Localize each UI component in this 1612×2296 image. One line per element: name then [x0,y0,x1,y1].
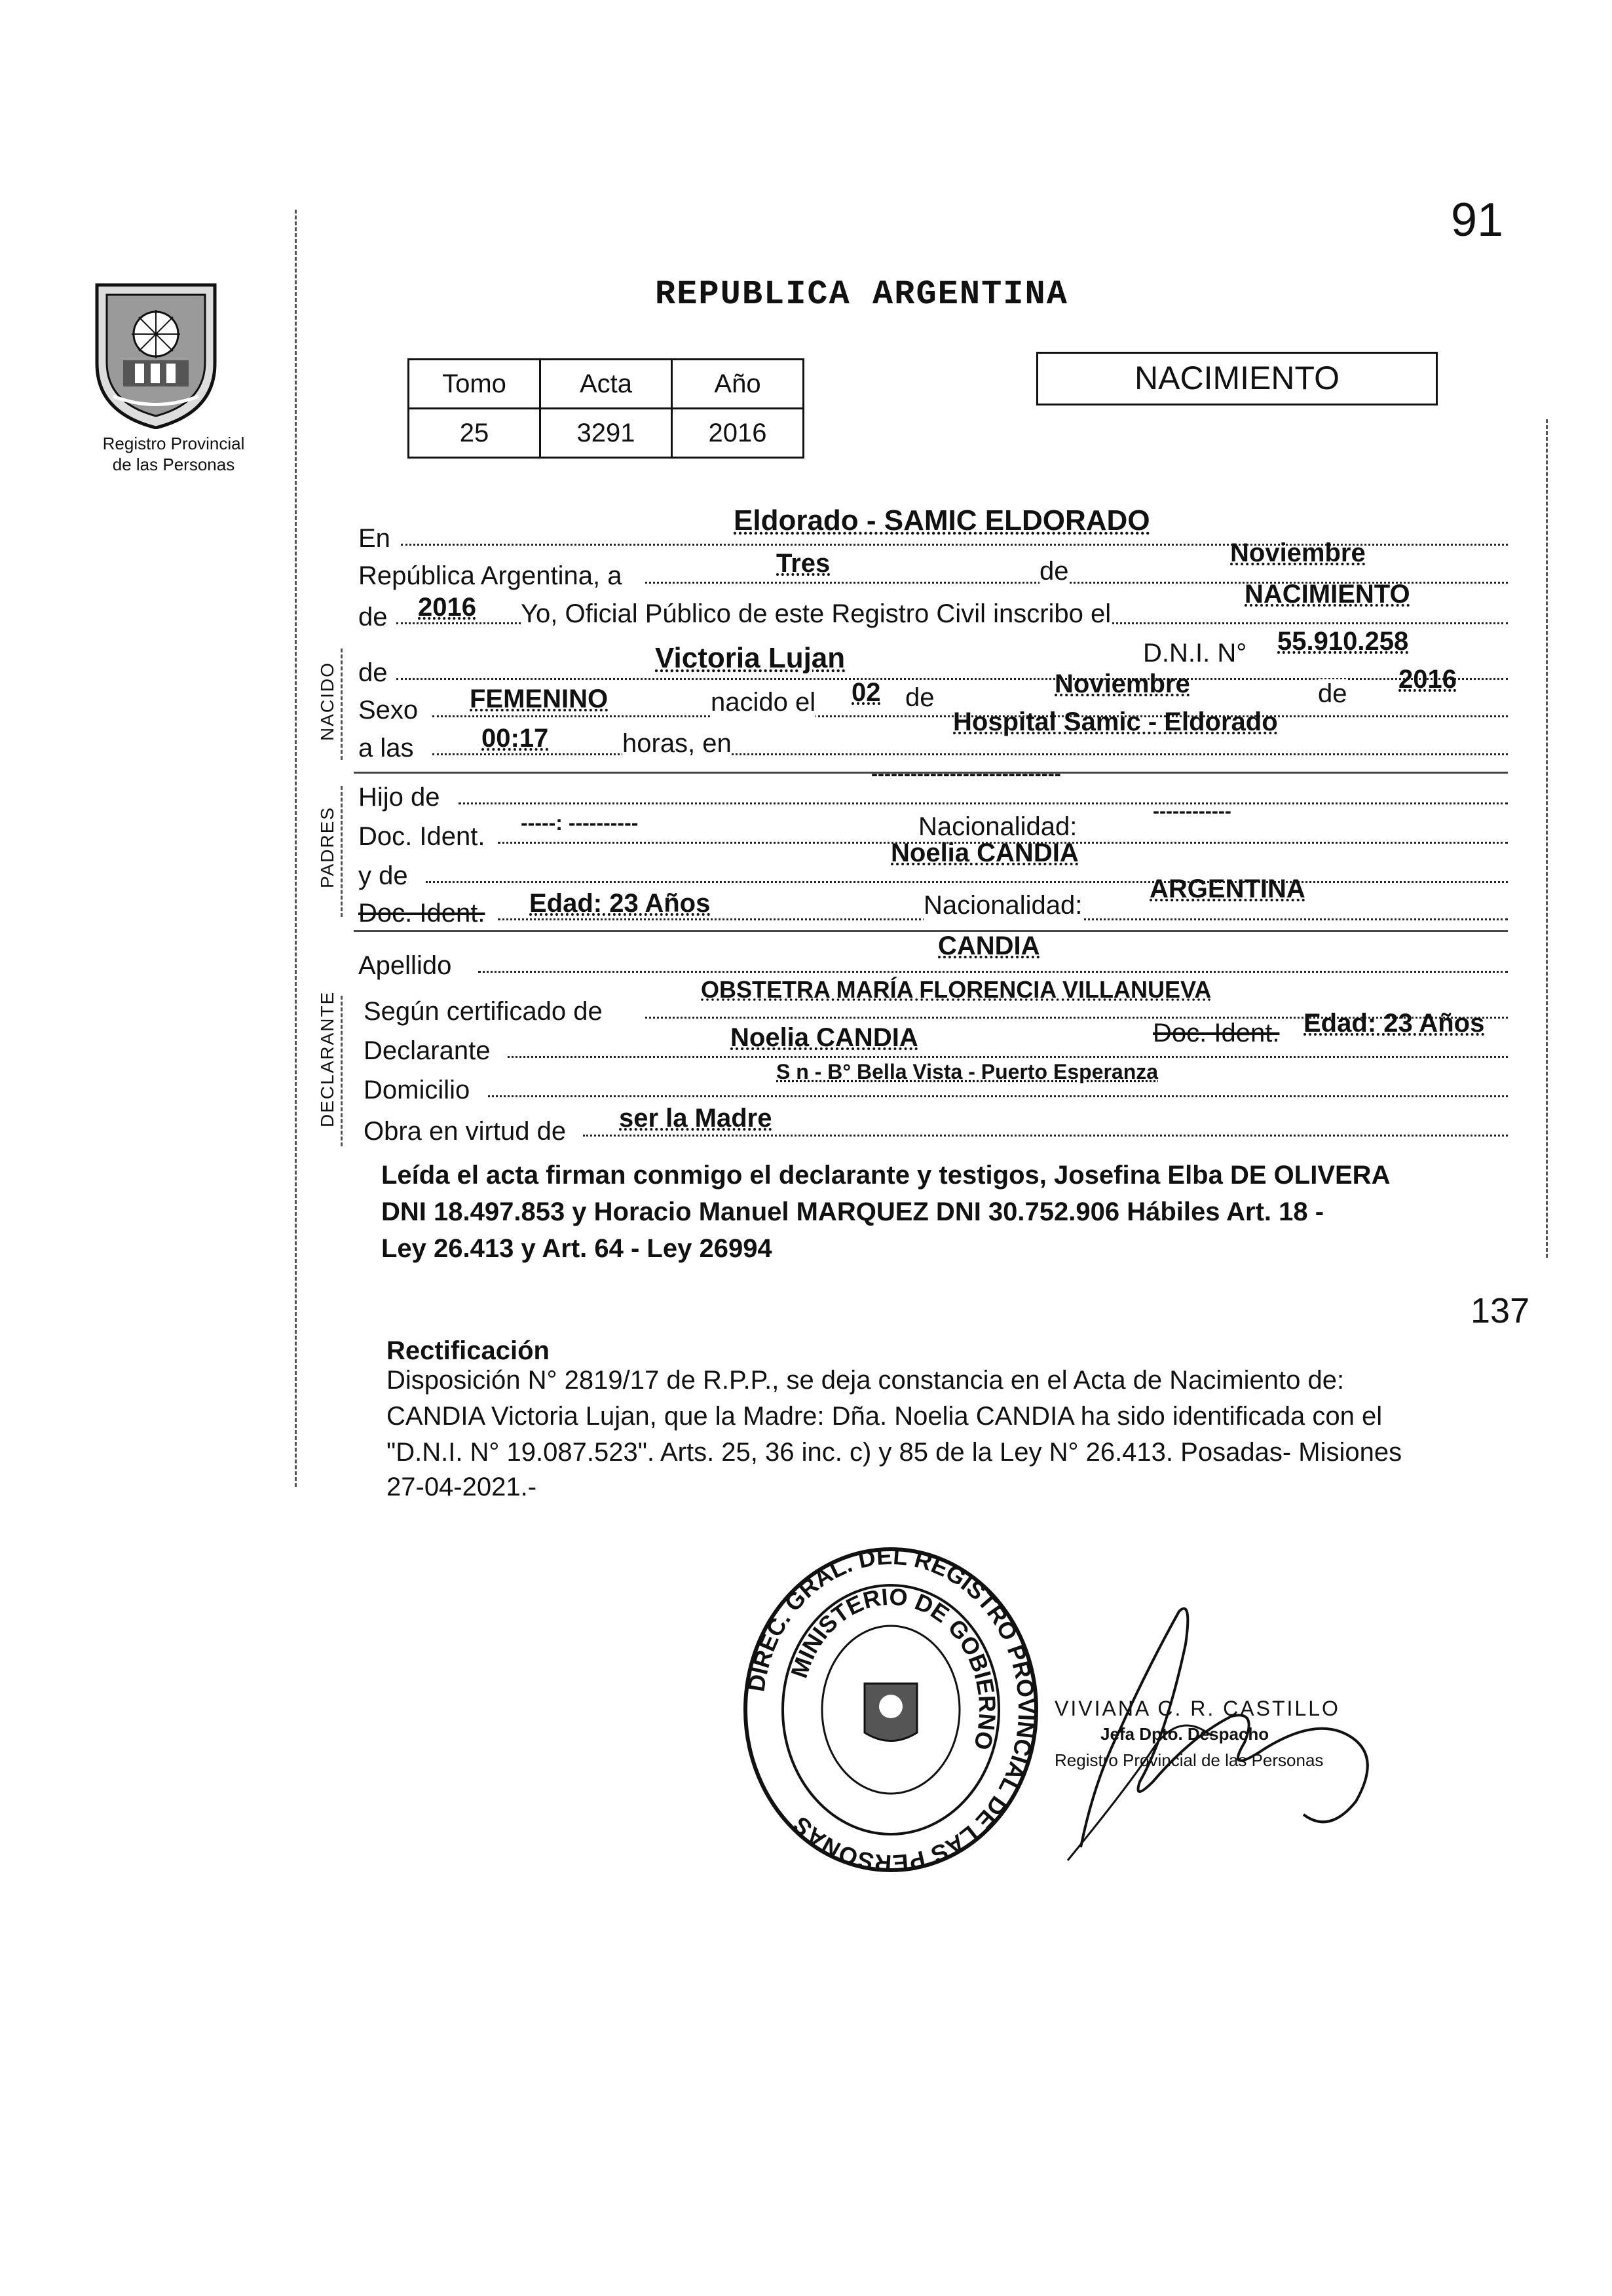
edad-value: Edad: 23 Años [529,889,711,918]
page-number-2: 137 [1471,1291,1530,1330]
obra-rule [583,1135,1508,1137]
apellido-rule [478,971,1508,973]
obra-value: ser la Madre [619,1104,772,1133]
anio-value: 2016 [418,593,476,622]
stamp-outer-text: DIREC. GRAL. DEL REGISTRO PROVINCIAL DE LAS PERSONAS [742,1546,1041,1873]
side-label-padres: PADRES [317,806,337,888]
lugar-value: Hospital Samic - Eldorado [953,707,1278,736]
mes-value: Noviembre [1230,538,1366,567]
sexo-label: Sexo [358,696,419,725]
hijo-label: Hijo de [358,783,440,812]
de5-label: de [1318,679,1347,708]
doc-type-label: NACIMIENTO [1134,360,1340,396]
yo-text: Yo, Oficial Público de este Registro Civil inscribo el [521,599,1112,628]
nac-mes-value: Noviembre [1055,669,1190,698]
declarante-section-line [341,996,343,1146]
dia-value: Tres [776,549,831,578]
table-value-acta: 3291 [540,409,672,458]
signature-org: Registro Provincial de las Personas [1055,1750,1324,1770]
rectificacion-line-2: CANDIA Victoria Lujan, que la Madre: Dña. Noelia CANDIA ha sido identificada con el [386,1402,1383,1431]
nac2-value: ARGENTINA [1150,875,1305,903]
page-number: 91 [1451,194,1504,246]
rectificacion-line-4: 27-04-2021.- [386,1473,537,1501]
declarante-label: Declarante [364,1036,491,1065]
alas-rule [432,753,1508,755]
right-margin-line [1546,419,1548,1258]
nac-anio-value: 2016 [1398,665,1457,694]
en-label: En [358,524,390,553]
registry-logo [84,272,228,429]
domicilio-rule [488,1095,1508,1097]
edad2-value: Edad: 23 Años [1303,1009,1485,1038]
logo-caption-line1: Registro Provincial [102,434,245,453]
republica-label: República Argentina, a [358,561,622,590]
table-header-acta: Acta [540,360,672,409]
nac1-label: Nacionalidad: [918,812,1078,841]
nacido-section-line [341,649,343,760]
official-stamp [740,1546,1041,1873]
nac1-value: ------------ [1153,800,1231,822]
domicilio-label: Domicilio [364,1076,470,1104]
yde-rule [426,881,1508,883]
side-label-nacido: NACIDO [317,662,337,741]
declarante-rule [508,1056,1508,1058]
dni-value: 55.910.258 [1277,627,1409,656]
table-value-tomo: 25 [409,409,540,458]
rectificacion-line-1: Disposición N° 2819/17 de R.P.P., se deja constancia en el Acta de Nacimiento de: [386,1366,1345,1395]
nacido-label: nacido el [711,688,816,717]
document-title: REPUBLICA ARGENTINA [655,275,1068,314]
de3-label: de [358,658,388,687]
doc-label: Doc. Ident. [358,822,485,851]
alas-label: a las [358,734,414,762]
nac-dia-value: 02 [852,678,881,707]
apellido-value: CANDIA [938,932,1040,960]
left-margin-line [295,210,297,1487]
hijo-rule [459,802,1508,804]
doc3-label: Doc. Ident. [1153,1019,1280,1047]
obra-label: Obra en virtud de [364,1117,567,1146]
sexo-value: FEMENINO [470,685,609,713]
logo-caption-line2: de las Personas [112,455,235,474]
inscribo-value: NACIMIENTO [1245,580,1410,609]
de-label: de [1040,557,1069,586]
side-label-declarante: DECLARANTE [317,990,337,1127]
closing-line-2: DNI 18.497.853 y Horacio Manuel MARQUEZ DNI 30.752.906 Hábiles Art. 18 - [381,1197,1324,1226]
nac2-label: Nacionalidad: [924,891,1083,920]
hijo-value: ----------------------------- [871,763,1061,785]
en-value: Eldorado - SAMIC ELDORADO [734,504,1150,536]
table-value-anio: 2016 [672,409,804,458]
table-header-tomo: Tomo [409,360,540,409]
doc-value: -----: ---------- [521,811,639,835]
horas-label: horas, en [622,729,732,758]
closing-line-3: Ley 26.413 y Art. 64 - Ley 26994 [381,1234,772,1263]
apellido-top-rule [354,930,1508,932]
domicilio-value: S n - B° Bella Vista - Puerto Esperanza [776,1060,1159,1083]
segun-value: OBSTETRA MARÍA FLORENCIA VILLANUEVA [701,976,1212,1003]
doc2-label: Doc. Ident. [358,899,485,928]
padres-section-line [341,786,343,917]
table-header-anio: Año [672,360,804,409]
de4-label: de [905,683,935,712]
stamp-inner-text: MINISTERIO DE GOBIERNO [785,1583,1002,1753]
segun-label: Según certificado de [364,997,603,1026]
madre-value: Noelia CANDIA [891,838,1079,867]
signature-name: VIVIANA C. R. CASTILLO [1055,1697,1340,1720]
apellido-label: Apellido [358,951,452,980]
closing-line-1: Leída el acta firman conmigo el declarante y testigos, Josefina Elba DE OLIVERA [381,1161,1391,1190]
rectificacion-line-3: "D.N.I. N° 19.087.523". Arts. 25, 36 inc. c) y 85 de la Ley N° 26.413. Posadas- Misiones [386,1438,1402,1467]
dni-label: D.N.I. N° [1143,639,1247,668]
nombre-value: Victoria Lujan [655,642,846,674]
signature-role: Jefa Dpto. Despacho [1100,1724,1269,1744]
declarante-value: Noelia CANDIA [730,1023,918,1052]
yde-label: y de [358,861,408,890]
de2-label: de [358,603,388,631]
rectificacion-title: Rectificación [386,1336,550,1365]
registry-table [407,358,804,459]
hora-value: 00:17 [481,724,549,753]
